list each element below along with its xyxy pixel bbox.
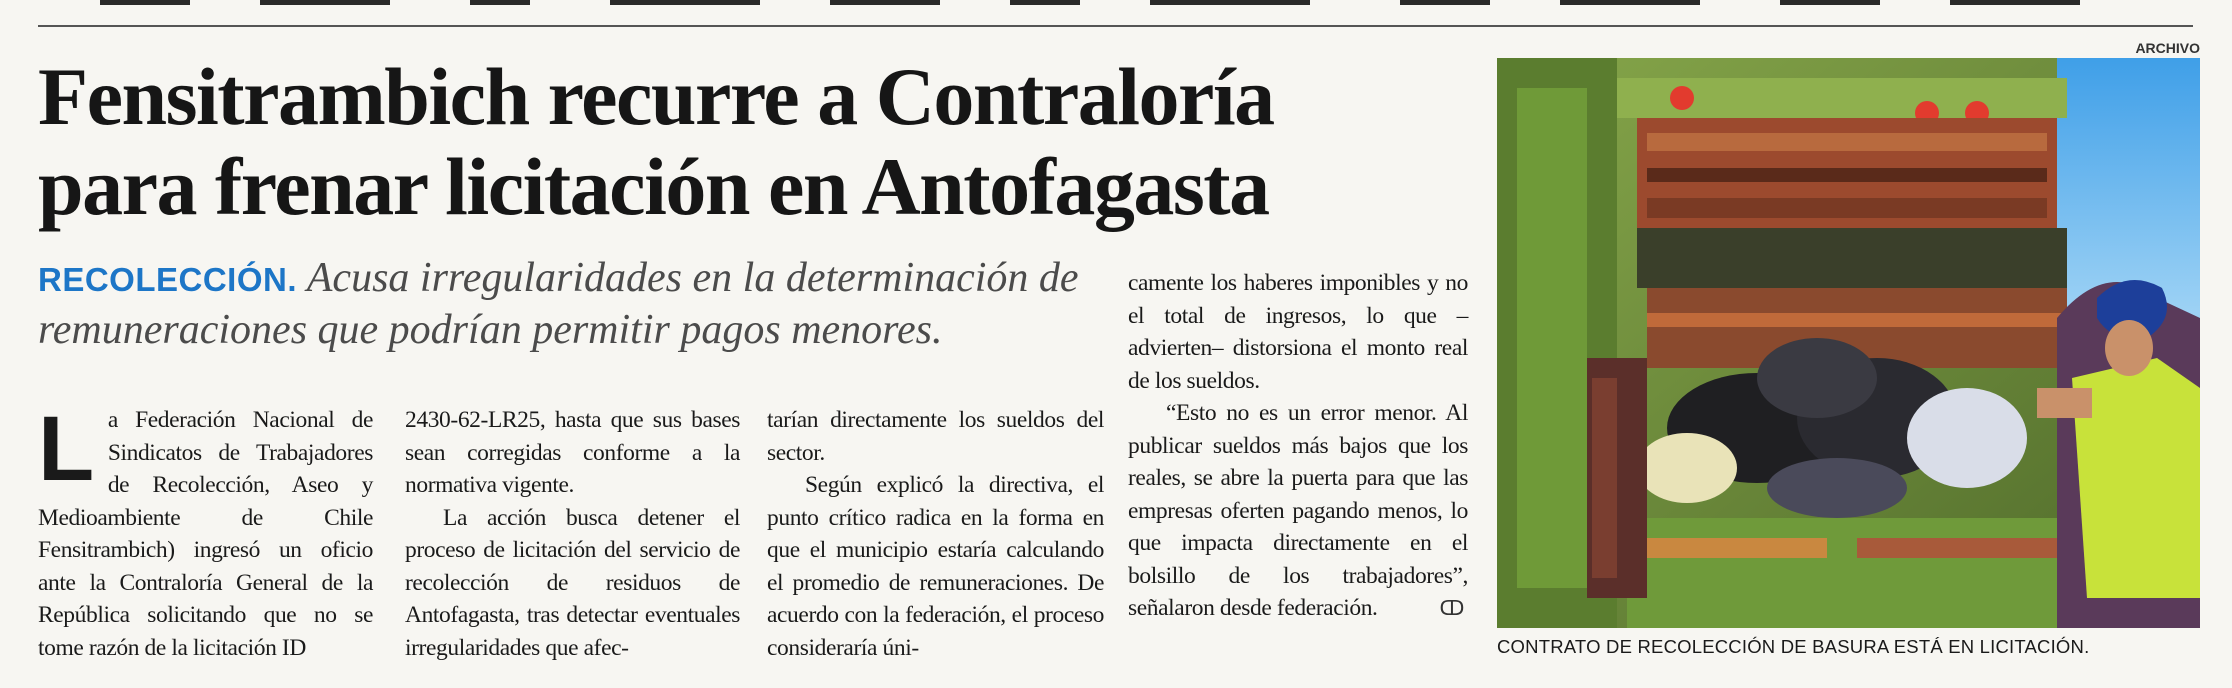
body-paragraph: La acción busca detener el proceso de licitación del servicio de recolección de residuos de Antofagasta, tras detectar eventuales irregularidades que afec- [405,504,740,661]
end-of-article-mark: ↀ [1439,596,1464,620]
body-paragraph: tarían directamente los sueldos del sector. [767,407,1104,466]
previous-page-text-fragment [0,0,2232,8]
garbage-truck-photo [1497,58,2200,628]
body-column-3 [767,404,1104,664]
deck [38,253,1128,355]
body-paragraph: a Federación Nacional de Sindicatos de Trabajadores de Recolección, Aseo y Medioambiente de Chile Fensitrambich) ingresó un oficio ante la Contraloría General de la República solicitando que no se tome razón de la licitación ID [38,407,373,661]
body-column-2 [405,404,740,664]
kicker: RECOLECCIÓN. [38,261,298,298]
photo-credit: ARCHIVO [2135,40,2200,56]
headline-line-2: para frenar licitación en Antofagasta [38,141,1269,232]
body-paragraph: 2430-62-LR25, hasta que sus bases sean corregidas conforme a la normativa vigente. [405,407,740,498]
photo-illustration [1497,58,2200,628]
deck-text: Acusa irregularidades en la determinación de remuneraciones que podrían permitir pagos menores. [38,255,1079,353]
body-column-1 [38,398,373,664]
headline-line-1: Fensitrambich recurre a Contraloría [38,51,1274,142]
top-rule [38,25,2193,27]
body-paragraph: camente los haberes imponibles y no el total de ingresos, lo que –advierten– distorsiona el monto real de los sueldos. [1128,270,1468,394]
body-paragraph: Según explicó la directiva, el punto crítico radica en la forma en que el municipio estaría calculando el promedio de remuneraciones. De acuerdo con la federación, el proceso consideraría úni- [767,472,1104,661]
drop-cap: L [38,398,94,500]
body-column-4 [1128,267,1468,625]
quote-text: “Esto no es un error menor. Al publicar sueldos más bajos que los reales, se abre la puerta para que las empresas oferten pagando menos, lo que impacta directamente en el bolsillo de los trabajadores”, señalaron desde federación. [1128,400,1468,621]
body-paragraph [1128,397,1468,625]
headline [38,52,1488,232]
red-light-icon [1670,86,1694,110]
photo-caption: CONTRATO DE RECOLECCIÓN DE BASURA ESTÁ EN LICITACIÓN. [1497,636,2090,657]
